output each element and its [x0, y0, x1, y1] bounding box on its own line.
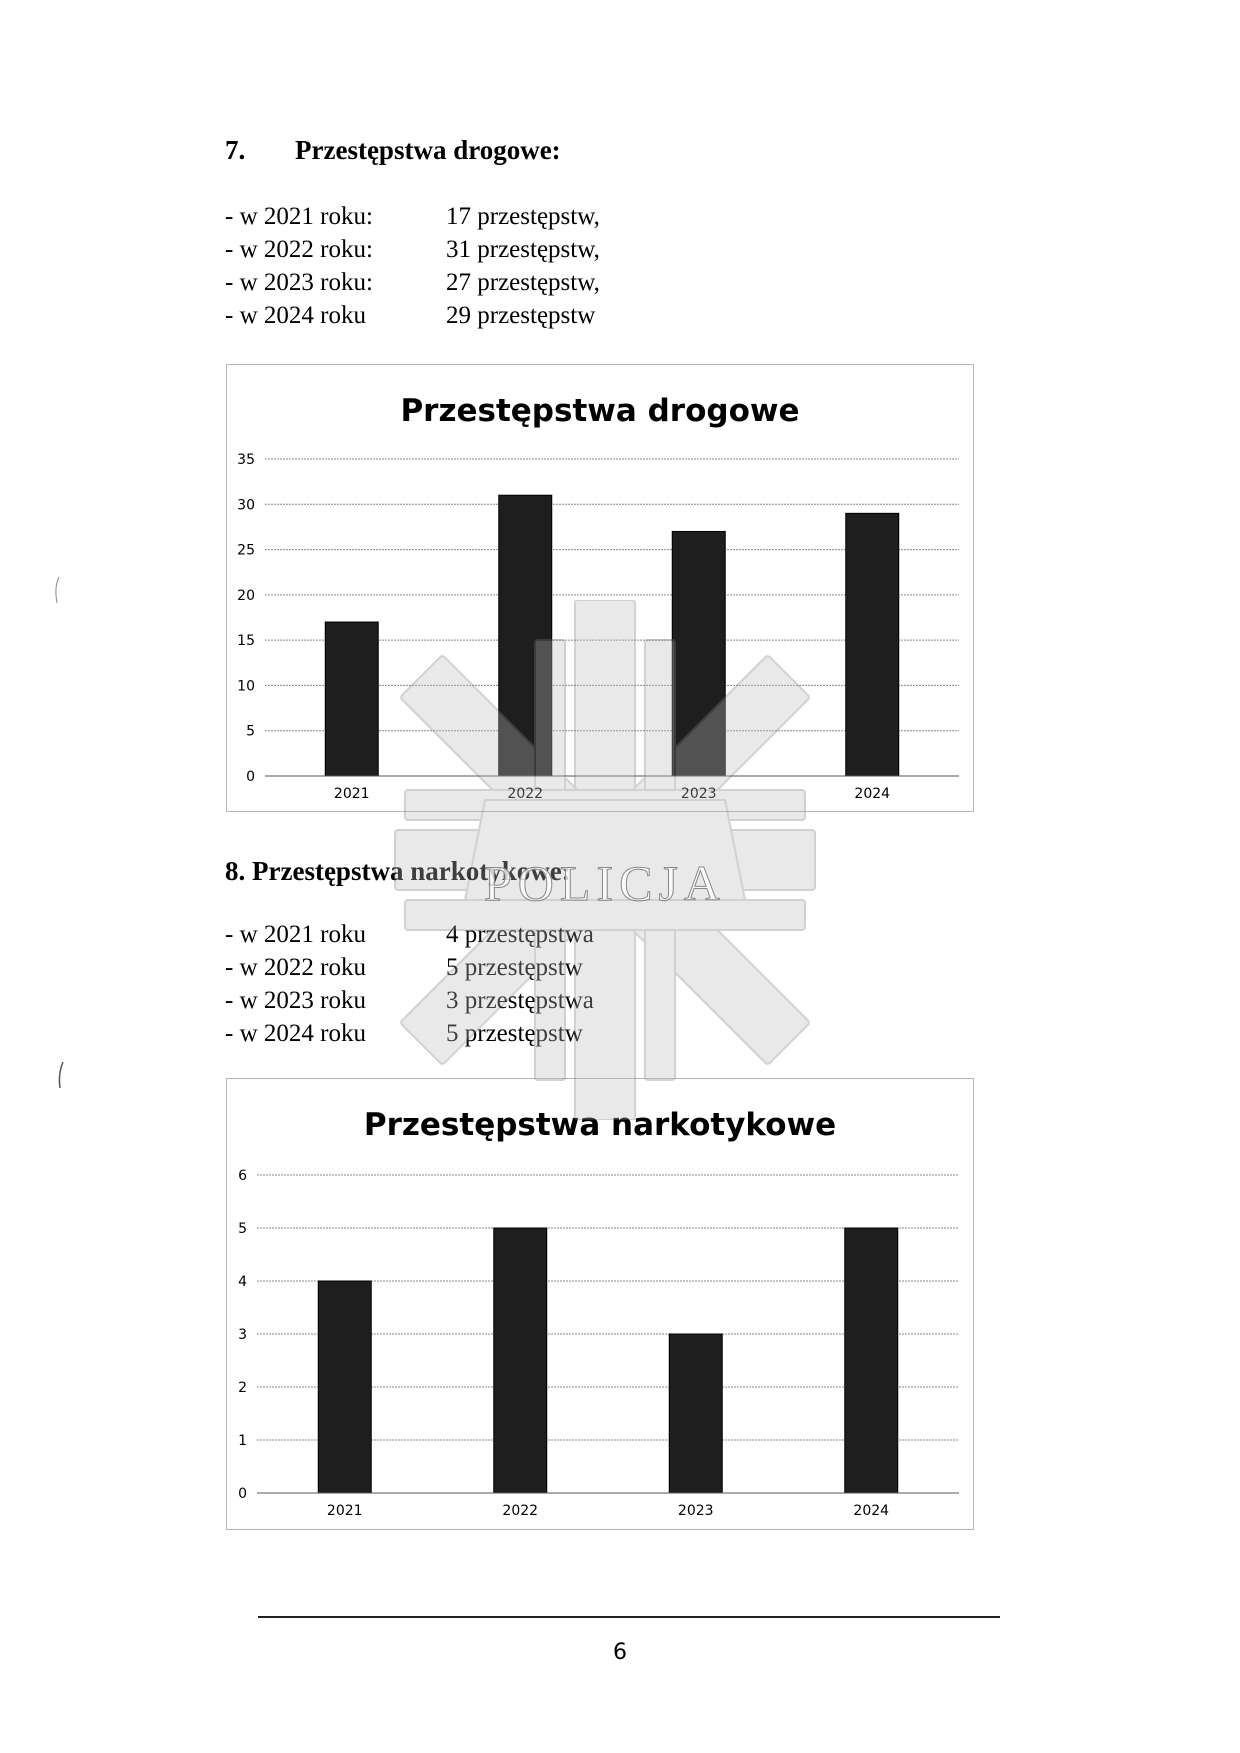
y-tick-label: 10	[237, 678, 255, 695]
list-item-value: 5 przestępstw	[446, 1020, 583, 1047]
chart-drogowe	[226, 364, 974, 812]
list-item	[225, 984, 594, 1017]
section-8-title: 8. Przestępstwa narkotykowe:	[225, 856, 571, 886]
bar-2022	[494, 1228, 547, 1493]
y-tick-label: 15	[237, 633, 255, 650]
list-item	[225, 951, 594, 984]
list-item-value: 31 przestępstw,	[446, 236, 600, 263]
y-tick-label: 5	[238, 1221, 247, 1237]
x-tick-label: 2023	[677, 1503, 714, 1519]
list-item-label: - w 2024 roku	[225, 1020, 366, 1047]
x-tick-label: 2022	[502, 1503, 539, 1519]
section-7-heading	[225, 134, 561, 166]
bar-2024	[845, 1228, 898, 1493]
y-tick-label: 25	[237, 542, 255, 559]
x-tick-label: 2023	[680, 786, 717, 802]
x-tick-label: 2024	[854, 786, 891, 802]
watermark-text: POLICJA	[483, 855, 727, 911]
y-tick-label: 4	[238, 1274, 247, 1290]
list-item-value: 5 przestępstw	[446, 954, 583, 981]
list-item-label: - w 2021 roku	[225, 921, 366, 948]
list-item-label: - w 2023 roku:	[225, 269, 373, 296]
bar-2021	[318, 1281, 371, 1493]
list-item	[225, 918, 594, 951]
section-8-list	[225, 918, 594, 1050]
x-tick-label: 2021	[326, 1503, 363, 1519]
list-item-value: 27 przestępstw,	[446, 269, 600, 296]
list-item	[225, 200, 600, 233]
chart-narkotykowe-svg	[227, 1079, 973, 1529]
list-item-label: - w 2023 roku	[225, 987, 366, 1014]
y-tick-label: 5	[246, 723, 255, 740]
x-tick-label: 2024	[853, 1503, 890, 1519]
bar-2022	[499, 495, 552, 776]
y-tick-label: 30	[237, 497, 255, 514]
bar-2023	[672, 531, 725, 776]
list-item-value: 3 przestępstwa	[446, 987, 594, 1014]
y-tick-label: 6	[238, 1168, 247, 1184]
list-item-label: - w 2022 roku:	[225, 236, 373, 263]
bar-2024	[846, 513, 899, 776]
y-tick-label: 35	[237, 452, 255, 468]
footer-rule	[258, 1616, 1000, 1618]
y-tick-label: 0	[238, 1486, 247, 1502]
y-tick-label: 1	[238, 1433, 247, 1449]
y-tick-label: 0	[246, 769, 255, 785]
list-item	[225, 299, 600, 332]
bar-2021	[325, 622, 378, 776]
list-item-value: 17 przestępstw,	[446, 203, 600, 230]
list-item	[225, 233, 600, 266]
section-7-list	[225, 200, 600, 332]
page-number: 6	[613, 1640, 627, 1665]
list-item	[225, 1017, 594, 1050]
list-item-label: - w 2022 roku	[225, 954, 366, 981]
scan-mark	[52, 575, 62, 605]
x-tick-label: 2021	[333, 786, 370, 802]
chart-narkotykowe	[226, 1078, 974, 1530]
section-7-number: 7.	[225, 135, 246, 165]
list-item-value: 4 przestępstwa	[446, 921, 594, 948]
y-tick-label: 3	[238, 1327, 247, 1343]
bar-2023	[669, 1334, 722, 1493]
y-tick-label: 2	[238, 1380, 247, 1396]
list-item-value: 29 przestępstw	[446, 302, 596, 329]
section-7-title: Przestępstwa drogowe:	[295, 135, 561, 165]
y-tick-label: 20	[237, 587, 255, 604]
list-item-label: - w 2024 roku	[225, 302, 366, 329]
chart-title: Przestępstwa drogowe	[400, 393, 800, 429]
section-8-heading	[225, 855, 571, 887]
list-item-label: - w 2021 roku:	[225, 203, 373, 230]
list-item	[225, 266, 600, 299]
x-tick-label: 2022	[507, 786, 544, 802]
chart-title: Przestępstwa narkotykowe	[363, 1107, 837, 1143]
chart-drogowe-svg	[227, 365, 973, 811]
scan-mark	[55, 1060, 65, 1090]
